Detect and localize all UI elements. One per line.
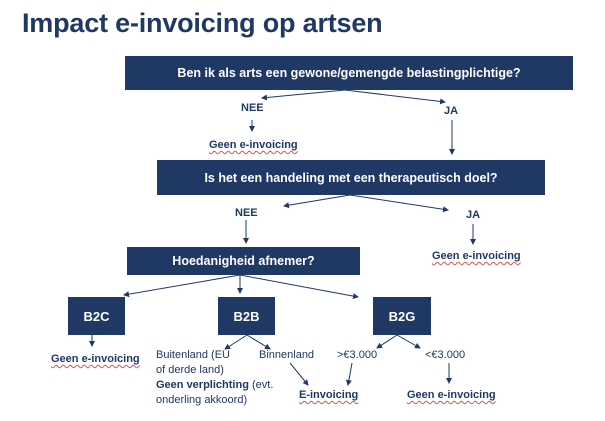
arrow-b2g-lt: [397, 335, 420, 348]
b2b-domestic-label: Binnenland: [259, 349, 315, 361]
b2c-label: B2C: [83, 308, 110, 324]
q1-no-label: NEE: [241, 102, 264, 114]
arrow-q1-ja: [345, 90, 445, 102]
arrow-gt-einvoicing: [348, 363, 352, 385]
b2g-over-3000-label: >€3.000: [337, 349, 378, 361]
q2-yes-label: JA: [466, 209, 481, 221]
question-tax-status-box: [125, 56, 573, 90]
q2-yes-result: Geen e-invoicing: [432, 250, 521, 262]
b2b-foreign-obligation-bold: Geen verplichting: [156, 379, 249, 391]
question-therapeutic-text: Is het een handeling met een therapeutisch doel?: [204, 170, 498, 185]
b2b-label: B2B: [233, 308, 260, 324]
b2g-label: B2G: [388, 308, 416, 324]
arrow-b2b-buitenland: [225, 335, 247, 349]
q1-yes-label: JA: [444, 105, 459, 117]
arrow-binnenland-einvoicing: [290, 363, 308, 385]
page-title: Impact e-invoicing op artsen: [22, 8, 383, 38]
b2b-foreign-obligation-rest: (evt.: [248, 379, 274, 391]
b2c-result: Geen e-invoicing: [51, 353, 140, 365]
b2c-box: [68, 297, 125, 335]
b2b-foreign-obligation-line2: onderling akkoord): [156, 394, 248, 406]
einvoicing-result: E-invoicing: [299, 389, 359, 401]
arrow-q1-nee: [262, 90, 345, 98]
question-therapeutic-box: [157, 160, 545, 195]
b2b-foreign-obligation: [156, 378, 273, 393]
q2-no-label: NEE: [235, 207, 258, 219]
b2g-under-3000-label: <€3.000: [425, 349, 466, 361]
b2b-box: [218, 297, 275, 335]
arrow-q3-b2c: [124, 275, 240, 295]
b2g-box: [373, 297, 431, 335]
arrow-b2g-gt: [377, 335, 397, 348]
arrow-b2b-binnenland: [247, 335, 270, 349]
q1-no-result: Geen e-invoicing: [209, 139, 298, 151]
arrow-q3-b2g: [240, 275, 358, 297]
arrow-q2-ja: [350, 195, 448, 210]
b2b-foreign-label: [156, 348, 273, 408]
b2b-foreign-line2: of derde land): [156, 364, 224, 376]
b2g-under-3000-result: Geen e-invoicing: [407, 389, 496, 401]
question-tax-status-text: Ben ik als arts een gewone/gemengde belastingplichtige?: [177, 66, 521, 80]
b2b-foreign-line1: Buitenland (EU: [156, 349, 230, 361]
arrow-q2-nee: [284, 195, 350, 206]
question-recipient-box: [127, 247, 360, 275]
question-recipient-text: Hoedanigheid afnemer?: [172, 254, 315, 268]
